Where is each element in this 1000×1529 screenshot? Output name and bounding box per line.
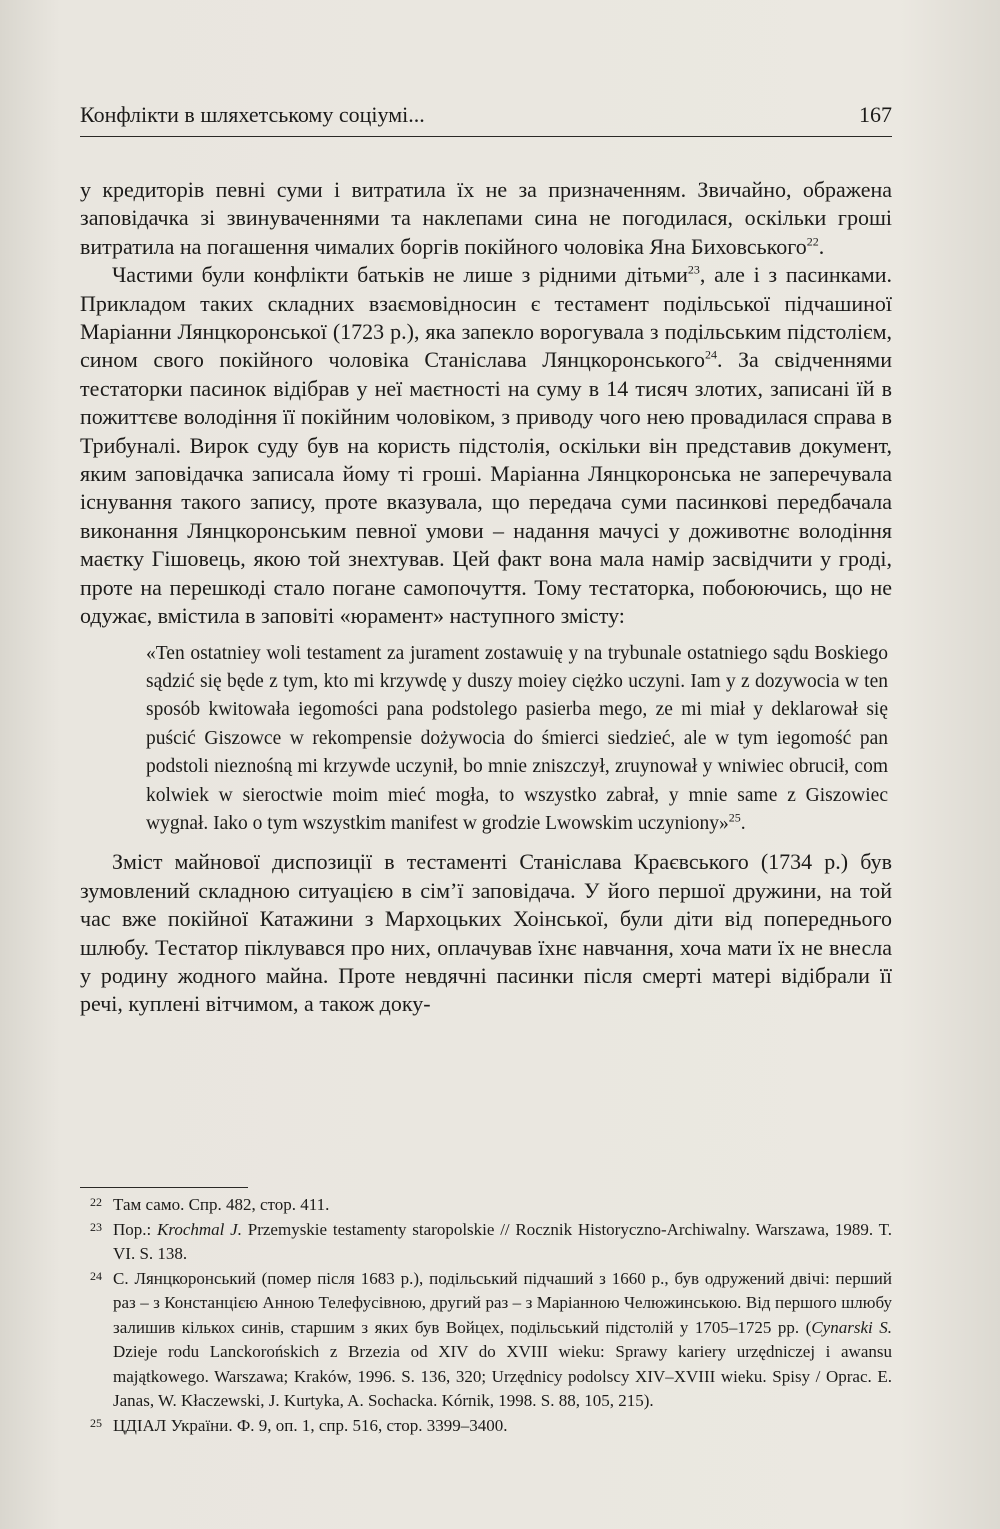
paragraph-1: у кредиторів певні суми і витратила їх не за призначенням. Звичайно, ображена заповідачка зі звинуваченнями та наклепами сина не погодилася, оскільки гроші витратила на погашення чималих боргів покійного чоловіка Яна Биховського$^{22}$. bbox=[80, 177, 892, 259]
paragraph-3: Зміст майнової диспозиції в тестаменті Станіслава Краєвського (1734 р.) був зумовлений складною ситуацією в сім’ї заповідача. У його першої дружини, на той час вже покійної Катажини з Мархоцьких Хоінської, були діти від попереднього шлюбу. Тестатор піклувався про них, оплачував їхнє навчання, хоча мати їх не внесла у родину жодного майна. Проте невдячні пасинки після смерті матері відібрали її речі, куплені вітчимом, а також доку- bbox=[80, 849, 892, 1017]
running-header bbox=[80, 102, 892, 128]
footnote-25: 25 ЦДІАЛ України. Ф. 9, оп. 1, спр. 516, стор. 3399–3400. bbox=[90, 1415, 508, 1435]
footnote-22: 22 Там само. Спр. 482, стор. 411. bbox=[90, 1195, 330, 1214]
header-rule bbox=[80, 136, 892, 137]
main-text bbox=[80, 176, 892, 1019]
footnote-ref-22[interactable]: 22 bbox=[806, 234, 819, 249]
footnote-24: 24 С. Лянцкоронський (помер після 1683 р.), подільський підчаший з 1660 р., був одружений двічі: перший раз – з Констанцією Анною Телефусівною, другий раз – з Маріанною Челюжинською. Від першого шлюбу залишив кількох синів, старшим з яких був Войцех, подільський підстолій у 1705–1725 pp. (Cynarski S. Dzieje rodu Lanckorońskich z Brzezia od XIV do XVIII wieku: Sprawy kariery urzędniczej i awansu majątkowego. Warszawa; Kraków, 1996. S. 136, 320; Urzędnicy podolscy XIV–XVIII wieku. Spisy / Oprac. E. Janas, W. Kłaczewski, J. Kurtyka, A. Sochacka. Kórnik, 1998. S. 88, 105, 215). bbox=[90, 1268, 892, 1410]
page-number: 167 bbox=[859, 102, 892, 127]
footnote-rule bbox=[80, 1187, 248, 1188]
footnotes bbox=[80, 1193, 892, 1438]
block-quote: «Ten ostatniey woli testament za jurament zostawuię y na trybunale ostatniego sądu Boskiego sądzić się będe z tym, kto mi krzywdę y duszy moiey ciężko uczyni. Iam y z dozywocia w ten sposób kwitowała iegomości pana podstolego pasierba mego, ze mi miał y deklarował się puścić Giszowce w rekompensie dożywocia do śmierci siedzieć, ale w tym iegomość pan podstoli nieznośną mi krzywde uczynił, bo mnie zniszczył, zruynował y wniwiec obrucił, com kolwiek w sieroctwie moim mieć mogła, to wszystko zabrał, y mnie same z Giszowiec wygnał. Iako o tym wszystkim manifest w grodzie Lwowskim uczyniony»$^{25}$. bbox=[146, 642, 888, 834]
footnote-ref-24[interactable]: 24 bbox=[705, 348, 717, 363]
footnote-23: 23 Пор.: Krochmal J. Przemyskie testamenty staropolskie // Rocznik Historyczno-Archiwalny. Warszawa, 1989. T. VI. S. 138. bbox=[90, 1219, 893, 1263]
running-title: Конфлікти в шляхетському соціумі... bbox=[80, 102, 425, 127]
footnote-ref-25[interactable]: 25 bbox=[728, 810, 741, 825]
paragraph-2: Частими були конфлікти батьків не лише з рідними дітьми$^{23}$, але і з пасинками. Прикладом таких складних взаємовідносин є тестамент подільської підчашиної Маріанни Лянцкоронської (1723 р.), яка запекло ворогувала з подільським підстолієм, сином свого покійного чоловіка Станіслава Лянцкоронського$^{24}$. За свідченнями тестаторки пасинок відібрав у неї маєтності на суму в 14 тисяч злотих, записані їй в пожиттєве володіння її покійним чоловіком, з приводу чого нею провадилася справа в Трибуналі. Вирок суду був на користь підстолія, оскільки він представив документ, яким заповідачка записала йому ті гроші. Маріанна Лянцкоронська не заперечувала існування такого запису, проте вказувала, що передача суми пасинкові передбачала виконання Лянцкоронським певної умови – надання мачусі у доживотнє володіння маєтку Гішовець, якою той знехтував. Цей факт вона мала намір засвідчити у гроді, проте на перешкоді стало погане самопочуття. Тому тестаторка, побоюючись, що не одужає, вмістила в заповіті «юрамент» наступного змісту: bbox=[80, 262, 893, 629]
footnote-ref-23[interactable]: 23 bbox=[687, 262, 700, 277]
